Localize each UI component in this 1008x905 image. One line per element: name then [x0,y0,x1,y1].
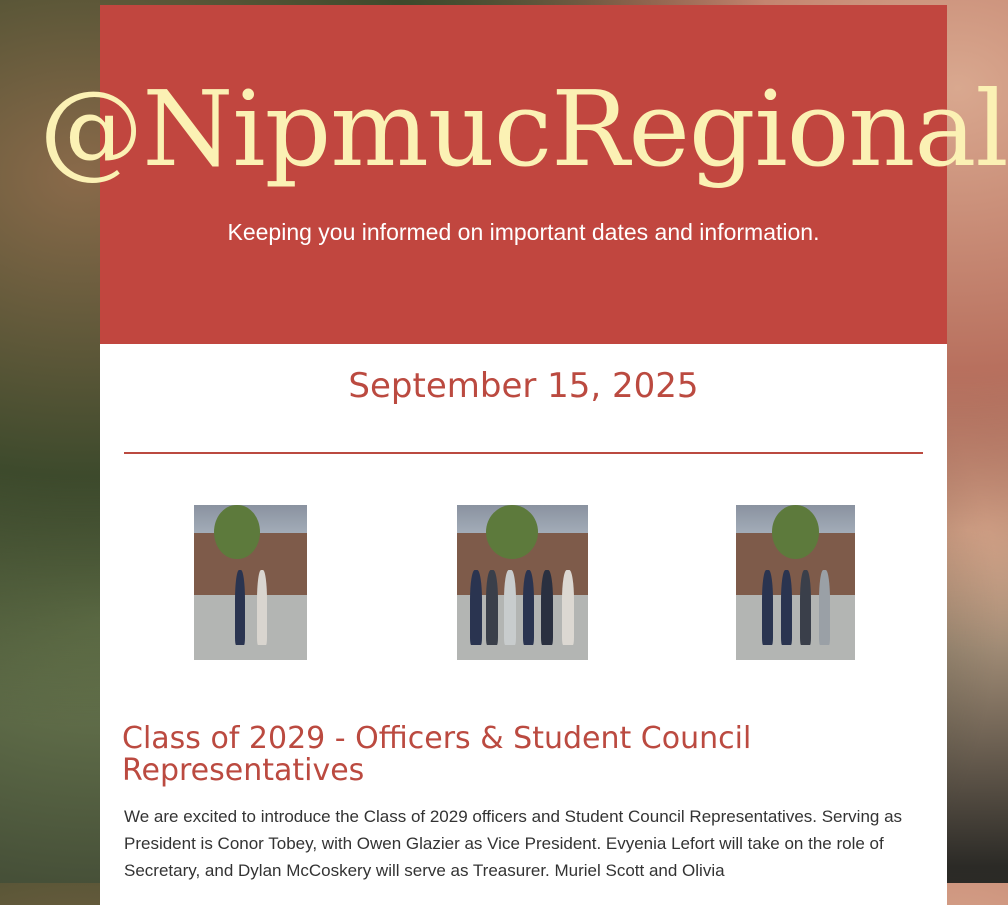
newsletter-tagline: Keeping you informed on important dates and information. [227,219,820,245]
photo-officers-1[interactable] [194,505,307,660]
photo-person [800,570,811,644]
photo-person [257,570,267,644]
newsletter-card [39,5,1008,905]
photo-ground [194,595,307,660]
article-body: We are excited to introduce the Class of 2029 officers and Student Council Representatives. Serving as President is Conor Tobey, with Owen Glazier as Vice President. Evyenia Lefort will take on the role of Secretary, and Dylan McCoskery will serve as Treasurer. Muriel Scott and Olivia [124,807,903,880]
photo-officers-3[interactable] [736,505,855,660]
photo-person [470,570,482,644]
photo-person [562,570,574,644]
photo-person [523,570,535,644]
photo-tree [214,505,259,559]
photo-officers-2[interactable] [457,505,588,660]
photo-person [504,570,516,644]
photo-person [762,570,773,644]
newsletter-date: September 15, 2025 [348,366,699,406]
photo-person [486,570,498,644]
photo-ground [736,595,855,660]
photo-person [781,570,792,644]
photo-person [541,570,553,644]
photo-tree [486,505,538,559]
photo-person [819,570,830,644]
photo-tree [772,505,820,559]
divider [124,452,923,454]
photo-person [235,570,245,644]
newsletter-logo-title: @NipmucRegional [39,68,1008,190]
newsletter-header [39,5,1008,344]
article-heading: Class of 2029 - Officers & Student Council Representatives [122,721,752,788]
